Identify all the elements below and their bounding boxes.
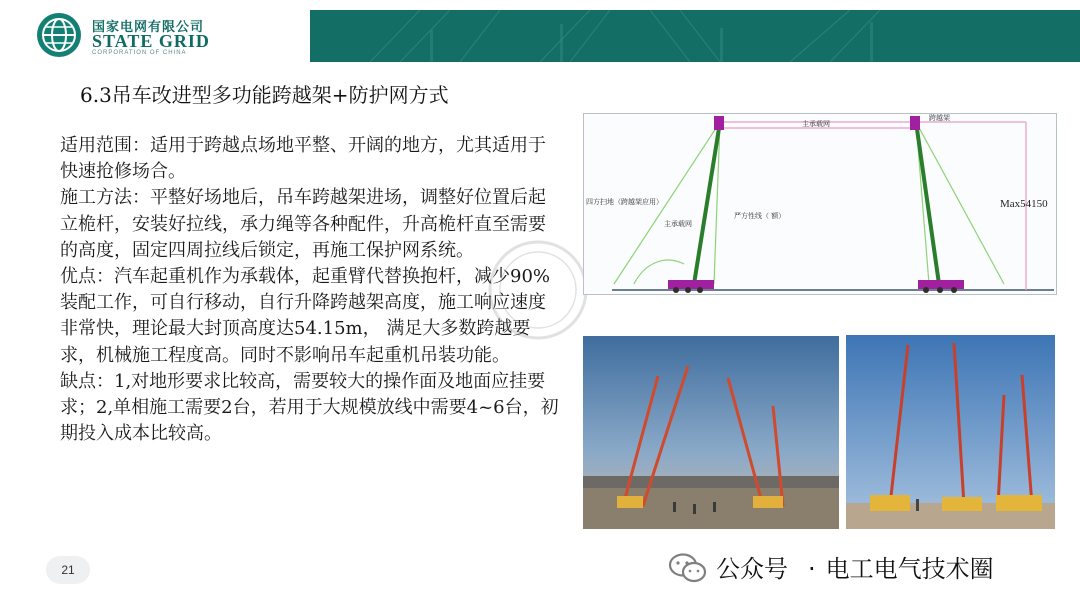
max-height-label: Max54150	[1000, 198, 1048, 210]
company-name-cn: 国家电网有限公司	[92, 20, 205, 35]
slide-title: 6.3吊车改进型多功能跨越架+防护网方式	[80, 83, 449, 107]
diagram-label-top-center: 主承载网	[802, 120, 830, 128]
crane-crossing-diagram	[583, 113, 1057, 295]
diagram-label-left-lower: 主承载网	[664, 220, 692, 228]
page-number: 21	[46, 556, 90, 584]
scope-paragraph: 适用范围：适用于跨越点场地平整、开阔的地方，尤其适用于快速抢修场合。	[60, 135, 546, 183]
wechat-icon	[668, 552, 708, 584]
body-text	[60, 133, 560, 447]
watermark-prefix: 公众号	[716, 555, 788, 583]
watermark-name: 电工电气技术圈	[825, 555, 994, 583]
faint-stamp-icon	[486, 238, 590, 342]
company-name-en: STATE GRID	[92, 31, 210, 51]
watermark-dot: ·	[808, 555, 816, 583]
crane-site-photo-left	[583, 336, 839, 529]
method-paragraph: 施工方法：平整好场地后，吊车跨越架进场，调整好位置后起立桅杆，安装好拉线，承力绳等各种配件，升高桅杆直至需要的高度，固定四周拉线后锁定，再施工保护网系统。	[60, 187, 546, 261]
header-banner	[310, 10, 1080, 62]
advantages-paragraph: 优点：汽车起重机作为承载体，起重臂代替换抱杆，减少90%装配工作，可自行移动，自行升降跨越架高度，施工响应速度非常快，理论最大封顶高度达54.15m， 满足大多数跨越要求，机械施工程度高。同时不影响吊车起重机吊装功能。	[60, 266, 551, 366]
diagram-label-left-side: 四方扫地（跨越架应用）	[586, 198, 663, 206]
footer-watermark	[716, 549, 994, 584]
company-name-en-sub: CORPORATION OF CHINA	[92, 50, 187, 56]
diagram-label-center: 严方性线（ 额）	[734, 212, 786, 220]
diagram-label-top-right: 跨越架	[929, 114, 950, 122]
state-grid-logo-icon	[36, 12, 82, 58]
disadvantages-paragraph: 缺点：1,对地形要求比较高，需要较大的操作面及地面应挂要求；2,单相施工需要2台，若用于大规模放线中需要4~6台，初期投入成本比较高。	[60, 370, 559, 445]
crane-site-photo-right	[846, 335, 1055, 529]
